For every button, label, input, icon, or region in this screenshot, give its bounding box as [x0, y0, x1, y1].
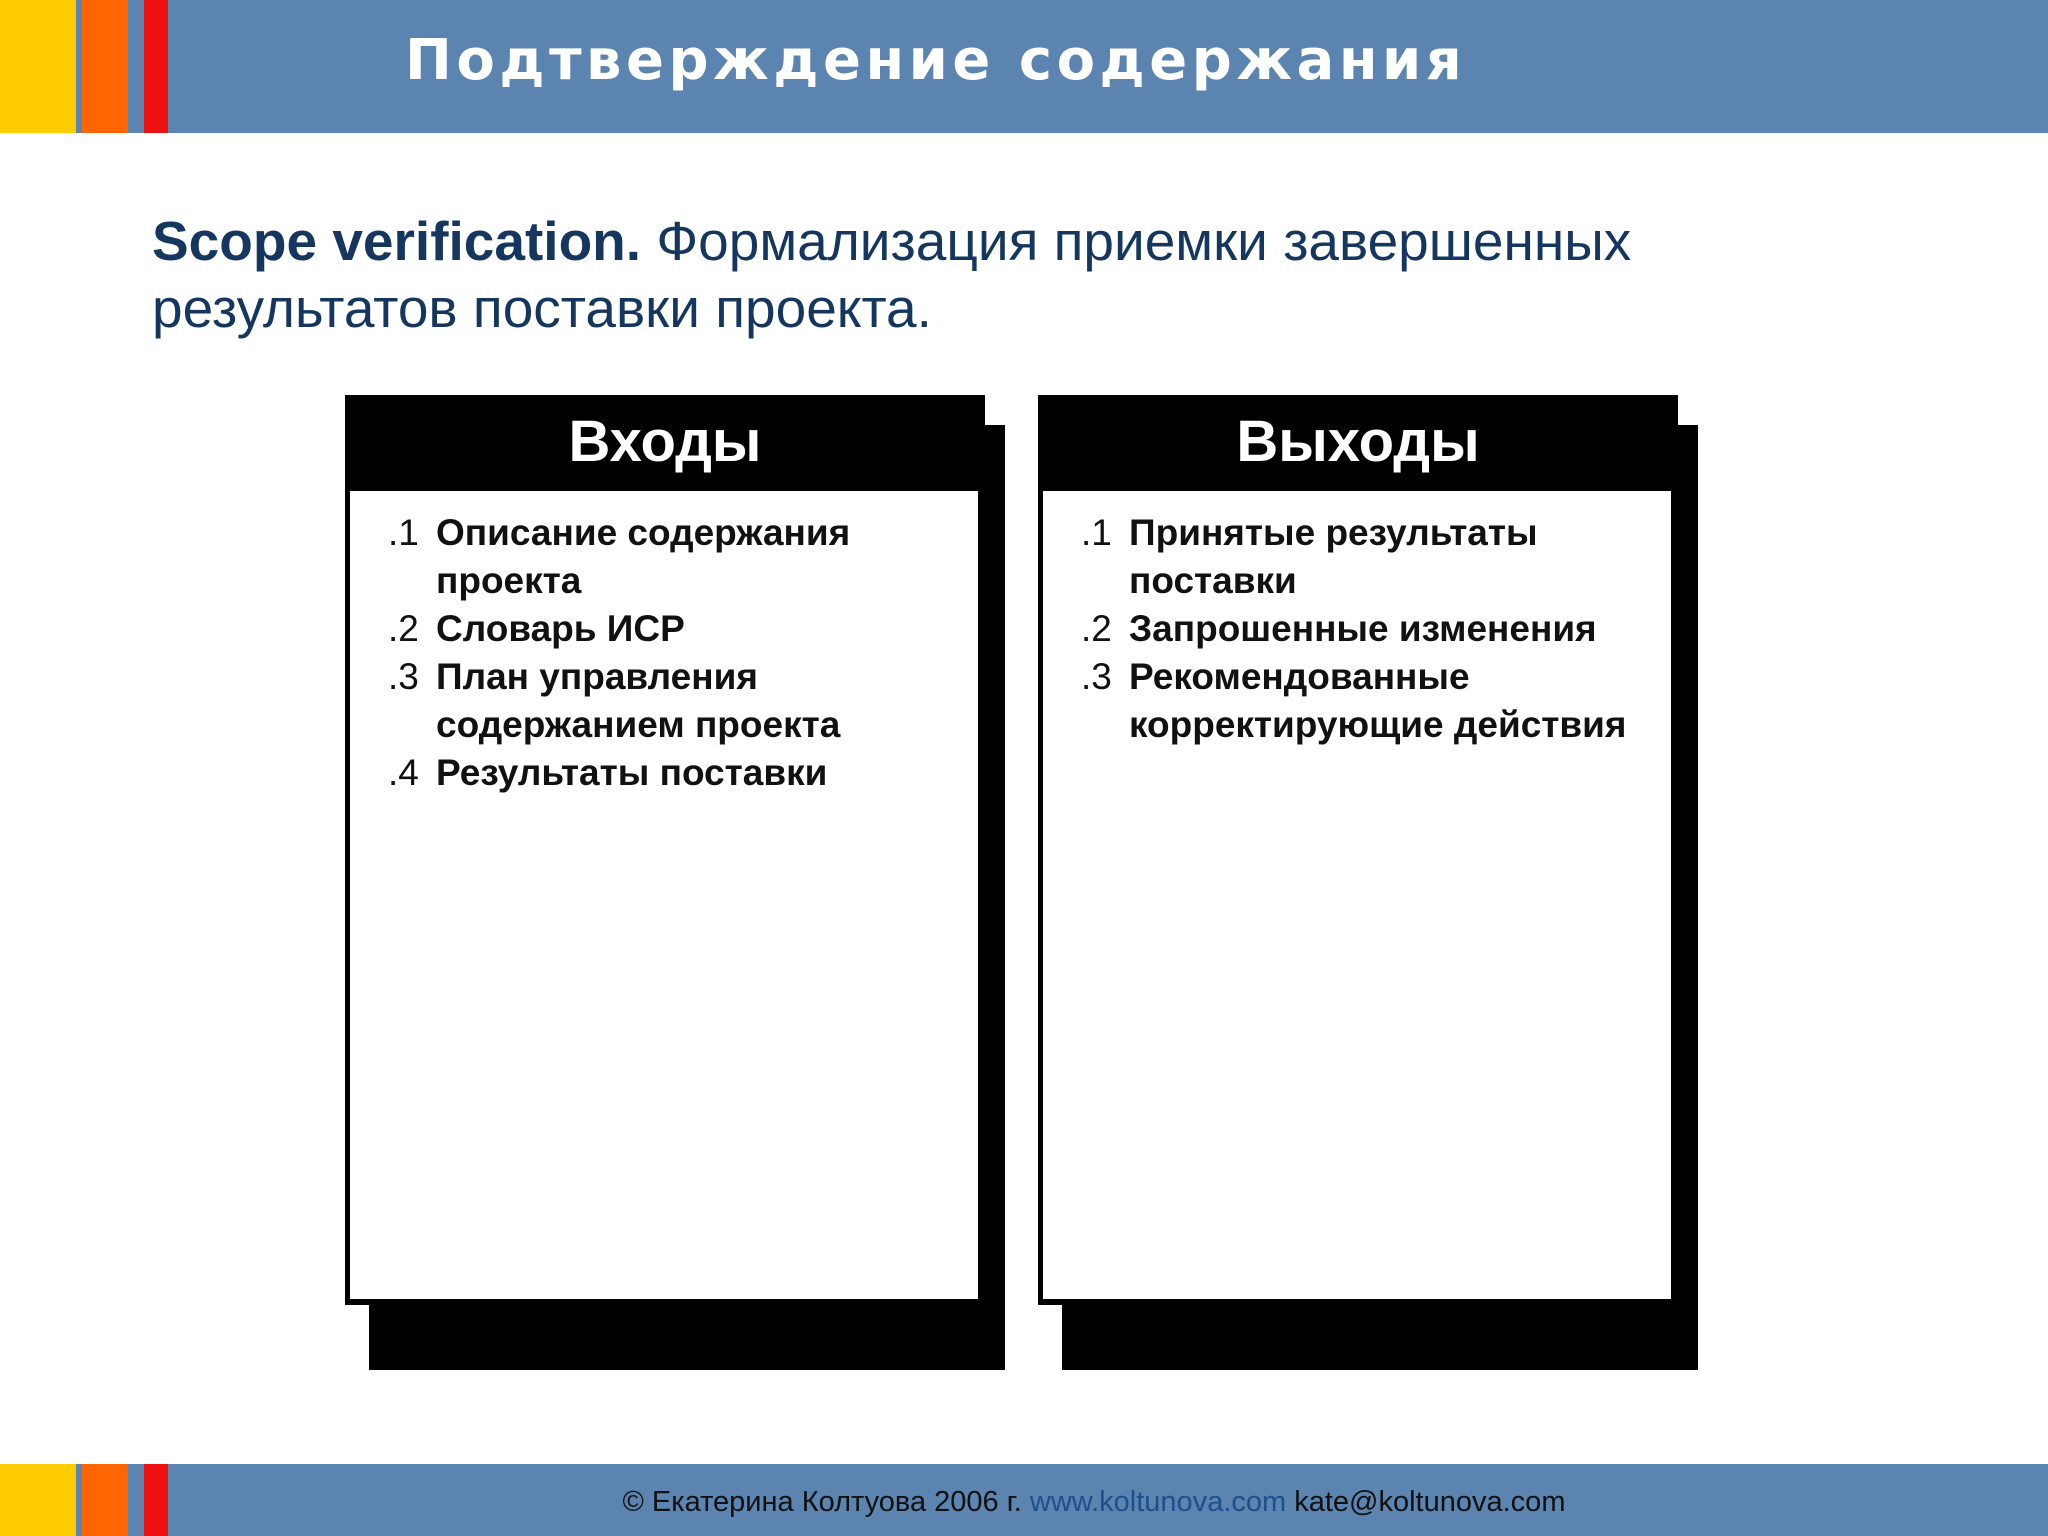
inputs-list [350, 491, 978, 797]
item-number: .2 [1081, 608, 1112, 649]
yellow-stripe [0, 0, 76, 133]
item-text: Словарь ИСР [436, 608, 685, 649]
item-number: .3 [1081, 656, 1112, 697]
item-number: .3 [388, 656, 419, 697]
orange-stripe [82, 0, 128, 133]
slide-title: Подтверждение содержания [405, 28, 1467, 93]
header-bar [0, 0, 2048, 133]
item-text: Описание содержания проекта [436, 512, 851, 601]
item-text: Результаты поставки [436, 752, 828, 793]
item-text: План управления содержанием проекта [436, 656, 841, 745]
item-number: .1 [1081, 512, 1112, 553]
inputs-panel [345, 395, 985, 1340]
website-link[interactable]: www.koltunova.com [1029, 1486, 1287, 1518]
intro-term: Scope verification. [152, 210, 642, 272]
outputs-list [1043, 491, 1671, 749]
item-number: .1 [388, 512, 419, 553]
copyright: © Екатерина Колтуова 2006 г. [622, 1486, 1022, 1518]
red-stripe [144, 0, 168, 133]
list-item [388, 653, 978, 749]
list-item [1081, 653, 1671, 749]
list-item [388, 749, 978, 797]
inputs-title: Входы [568, 409, 762, 474]
panel-frame [345, 395, 985, 1305]
item-number: .4 [388, 752, 419, 793]
list-item [1081, 509, 1671, 605]
list-item [1081, 605, 1671, 653]
stripe-gap [128, 0, 144, 133]
item-number: .2 [388, 608, 419, 649]
outputs-panel [1038, 395, 1678, 1340]
intro-definition: Формализация приемки завершенных результатов поставки проекта. [152, 210, 1632, 339]
intro-text [152, 208, 1912, 342]
footer-text [0, 1486, 2048, 1519]
panel-frame [1038, 395, 1678, 1305]
inputs-body [350, 491, 978, 1299]
list-item [388, 605, 978, 653]
item-text: Запрошенные изменения [1129, 608, 1597, 649]
item-text: Принятые результаты поставки [1129, 512, 1538, 601]
outputs-title: Выходы [1236, 409, 1480, 474]
item-text: Рекомендованные корректирующие действия [1129, 656, 1627, 745]
email-address[interactable]: kate@koltunova.com [1294, 1486, 1566, 1518]
list-item [388, 509, 978, 605]
outputs-body [1043, 491, 1671, 1299]
